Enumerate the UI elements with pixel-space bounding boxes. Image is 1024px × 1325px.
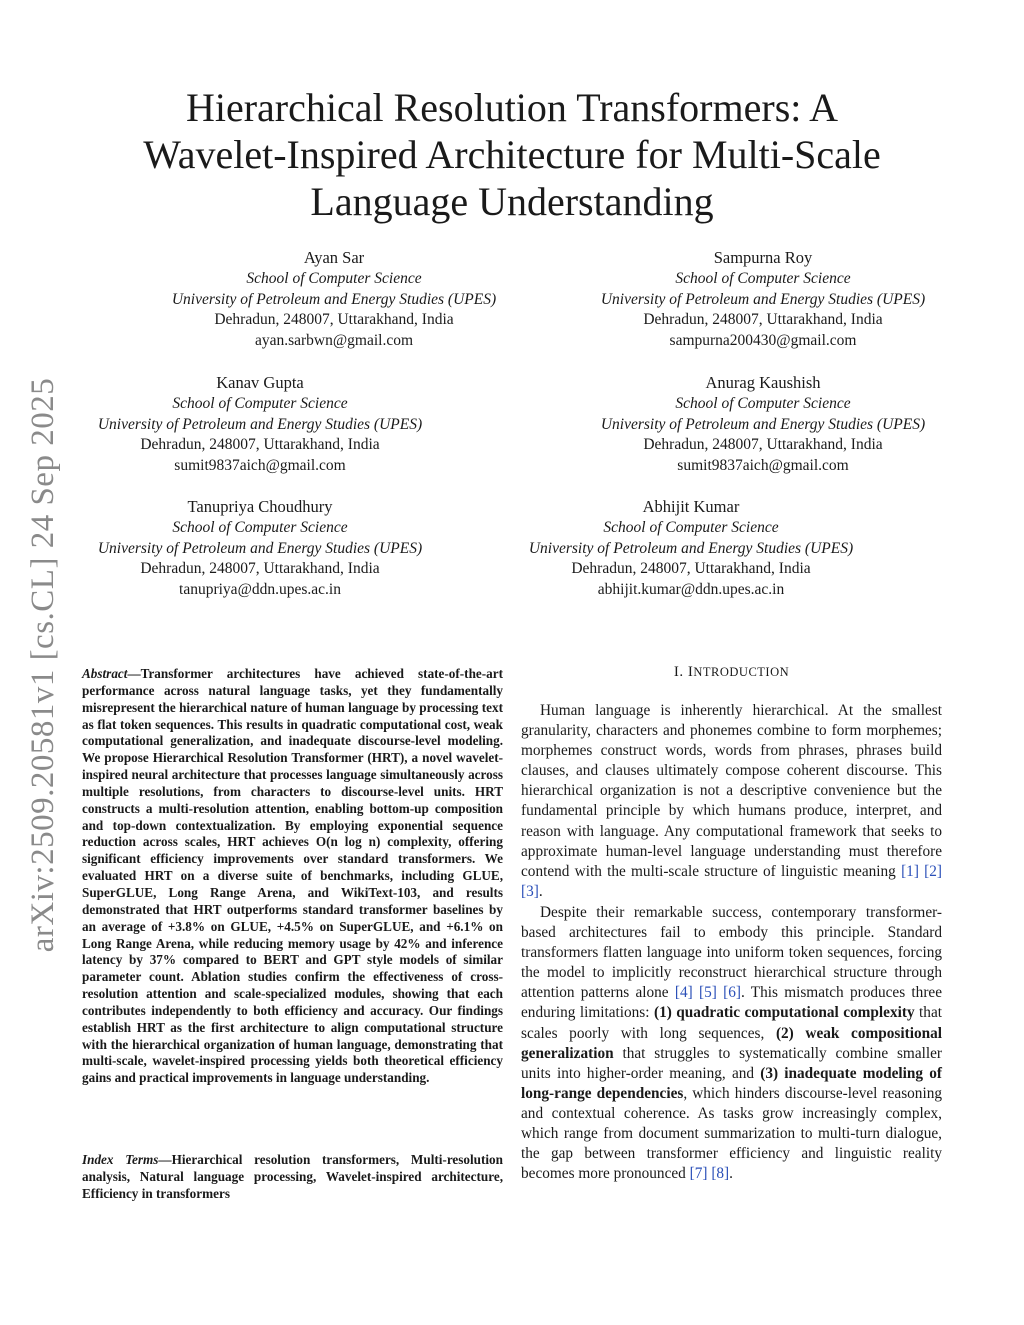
- abstract-label: Abstract: [82, 666, 128, 681]
- author-name: Ayan Sar: [303, 248, 365, 267]
- author-email[interactable]: tanupriya@ddn.upes.ac.in: [179, 581, 341, 599]
- author-block-tanupriya-choudhury: [40, 497, 480, 601]
- intro-p1-text: Human language is inherently hierarchical. At the smallest granularity, characters and phonemes combine to form morphemes; morphemes construct words, words from phrases, phrases build clauses, and clauses ultimately compose coherent discourse. This hierarchical organization is not a descriptive convenience but the fundamental principle by which humans produce, interpret, and reason with language. Any computational framework that seeks to approximate human-level language understanding must therefore contend with the multi-scale structure of linguistic meaning: [521, 702, 942, 880]
- citation-link[interactable]: [4]: [674, 984, 693, 1002]
- author-address: Dehradun, 248007, Uttarakhand, India: [214, 311, 454, 329]
- citation-link[interactable]: [2]: [924, 862, 943, 880]
- author-school: School of Computer Science: [246, 269, 422, 287]
- author-university: University of Petroleum and Energy Studies (UPES): [171, 290, 497, 308]
- limitation-3: (3) inadequate modeling of long-range dependencies: [521, 1064, 942, 1102]
- author-email[interactable]: sampurna200430@gmail.com: [669, 332, 857, 350]
- author-name: Anurag Kaushish: [705, 373, 821, 392]
- author-email[interactable]: sumit9837aich@gmail.com: [677, 457, 849, 475]
- author-university: University of Petroleum and Energy Studies (UPES): [528, 539, 854, 557]
- author-school: School of Computer Science: [172, 394, 348, 412]
- author-email[interactable]: abhijit.kumar@ddn.upes.ac.in: [597, 581, 785, 599]
- author-block-anurag-kaushish: [543, 373, 983, 477]
- index-terms-text: —Hierarchical resolution transformers, Multi-resolution analysis, Natural language processing, Wavelet-inspired architecture, Efficiency in transformers: [82, 1152, 503, 1201]
- section-name: NTRODUCTION: [693, 665, 790, 679]
- title-line-3: Language Understanding: [310, 179, 714, 224]
- author-address: Dehradun, 248007, Uttarakhand, India: [643, 311, 883, 329]
- section-numeral: I. I: [673, 664, 694, 680]
- citation-link[interactable]: [8]: [711, 1165, 730, 1183]
- author-address: Dehradun, 248007, Uttarakhand, India: [140, 560, 380, 578]
- author-name: Tanupriya Choudhury: [187, 497, 333, 516]
- author-address: Dehradun, 248007, Uttarakhand, India: [140, 436, 380, 454]
- author-block-abhijit-kumar: [471, 497, 911, 601]
- author-name: Sampurna Roy: [713, 248, 813, 267]
- intro-p2-b: . This mismatch produces three enduring limitations:: [521, 984, 943, 1022]
- author-block-ayan-sar: [114, 248, 554, 352]
- intro-p2-e: , which hinders discourse-level reasoning and contextual coherence. As tasks grow increasingly complex, which range from document summarization to multi-turn dialogue, the gap between transformer efficiency and linguistic reality becomes more pronounced: [521, 1084, 942, 1183]
- citation-link[interactable]: [7]: [689, 1165, 708, 1183]
- limitation-1: (1) quadratic computational complexity: [653, 1004, 915, 1022]
- author-email[interactable]: ayan.sarbwn@gmail.com: [254, 332, 414, 350]
- intro-p2-a: Despite their remarkable success, contemporary transformer-based architectures fail to embody this principle. Standard transformers flatten language into uniform token sequences, forcing the model to implicitly reconstruct hierarchical structure through attention patterns alone: [521, 904, 942, 1002]
- author-school: School of Computer Science: [603, 518, 779, 536]
- author-name: Kanav Gupta: [216, 373, 304, 392]
- abstract-text: —Transformer architectures have achieved state-of-the-art performance across natural language tasks, yet they fundamentally misrepresent the hierarchical nature of human language by processing text as flat token sequences. This results in quadratic computational cost, weak computational generalization, and inadequate discourse-level modeling. We propose Hierarchical Resolution Transformer (HRT), a novel wavelet-inspired neural architecture that processes language simultaneously across multiple resolutions, from characters to discourse-level units. HRT constructs a multi-resolution attention, enabling bottom-up composition and top-down contextualization. By employing exponential sequence reduction across scales, HRT achieves O(n log n) complexity, offering significant efficiency improvements over standard transformers. We evaluated HRT on a diverse suite of benchmarks, including GLUE, SuperGLUE, Long Range Arena, and WikiText-103, and results demonstrated that HRT outperforms standard transformer baselines by an average of +3.8% on GLUE, +4.5% on SuperGLUE, and +6.1% on Long Range Arena, while reducing memory usage by 42% and inference latency by 37% compared to BERT and GPT style models of similar parameter count. Ablation studies confirm the effectiveness of cross-resolution attention and scale-specialized modules, showing that each contributes independently to both efficiency and accuracy. Our findings establish HRT as the first architecture to align computational structure with the hierarchical organization of human language, demonstrating that multi-scale, wavelet-inspired processing yields both theoretical efficiency gains and practical improvements in language understanding.: [82, 666, 503, 1086]
- title-line-2: Wavelet-Inspired Architecture for Multi-Scale: [143, 132, 881, 177]
- index-terms-label: Index Terms: [82, 1152, 159, 1167]
- author-school: School of Computer Science: [675, 394, 851, 412]
- author-university: University of Petroleum and Energy Studies (UPES): [97, 415, 423, 433]
- author-name: Abhijit Kumar: [642, 497, 740, 516]
- author-block-sampurna-roy: [543, 248, 983, 352]
- author-university: University of Petroleum and Energy Studies (UPES): [97, 539, 423, 557]
- author-address: Dehradun, 248007, Uttarakhand, India: [571, 560, 811, 578]
- author-university: University of Petroleum and Energy Studies (UPES): [600, 415, 926, 433]
- author-email[interactable]: sumit9837aich@gmail.com: [174, 457, 346, 475]
- paper-title: [110, 84, 914, 225]
- author-address: Dehradun, 248007, Uttarakhand, India: [643, 436, 883, 454]
- abstract: [82, 666, 503, 1087]
- citation-link[interactable]: [3]: [521, 882, 539, 900]
- intro-p1-end: .: [538, 882, 543, 900]
- intro-p2-c: that scales poorly with long sequences,: [521, 1004, 942, 1042]
- index-terms: [82, 1152, 503, 1203]
- citation-link[interactable]: [5]: [698, 984, 717, 1002]
- title-line-1: Hierarchical Resolution Transformers: A: [185, 85, 839, 130]
- section-heading-introduction: [521, 664, 942, 681]
- author-school: School of Computer Science: [675, 269, 851, 287]
- arxiv-identifier: arXiv:2509.20581v1 [cs.CL] 24 Sep 2025: [25, 377, 61, 953]
- intro-paragraph-2: [521, 903, 942, 1184]
- citation-link[interactable]: [6]: [723, 984, 741, 1002]
- intro-p2-end: .: [729, 1165, 733, 1183]
- citation-link[interactable]: [1]: [901, 862, 919, 880]
- author-school: School of Computer Science: [172, 518, 348, 536]
- author-block-kanav-gupta: [40, 373, 480, 477]
- intro-paragraph-1: [521, 701, 942, 902]
- intro-p2-d: that struggles to systematically combine smaller units into higher-order meaning, and: [521, 1044, 942, 1082]
- author-university: University of Petroleum and Energy Studies (UPES): [600, 290, 926, 308]
- limitation-2: (2) weak compositional generalization: [521, 1024, 942, 1062]
